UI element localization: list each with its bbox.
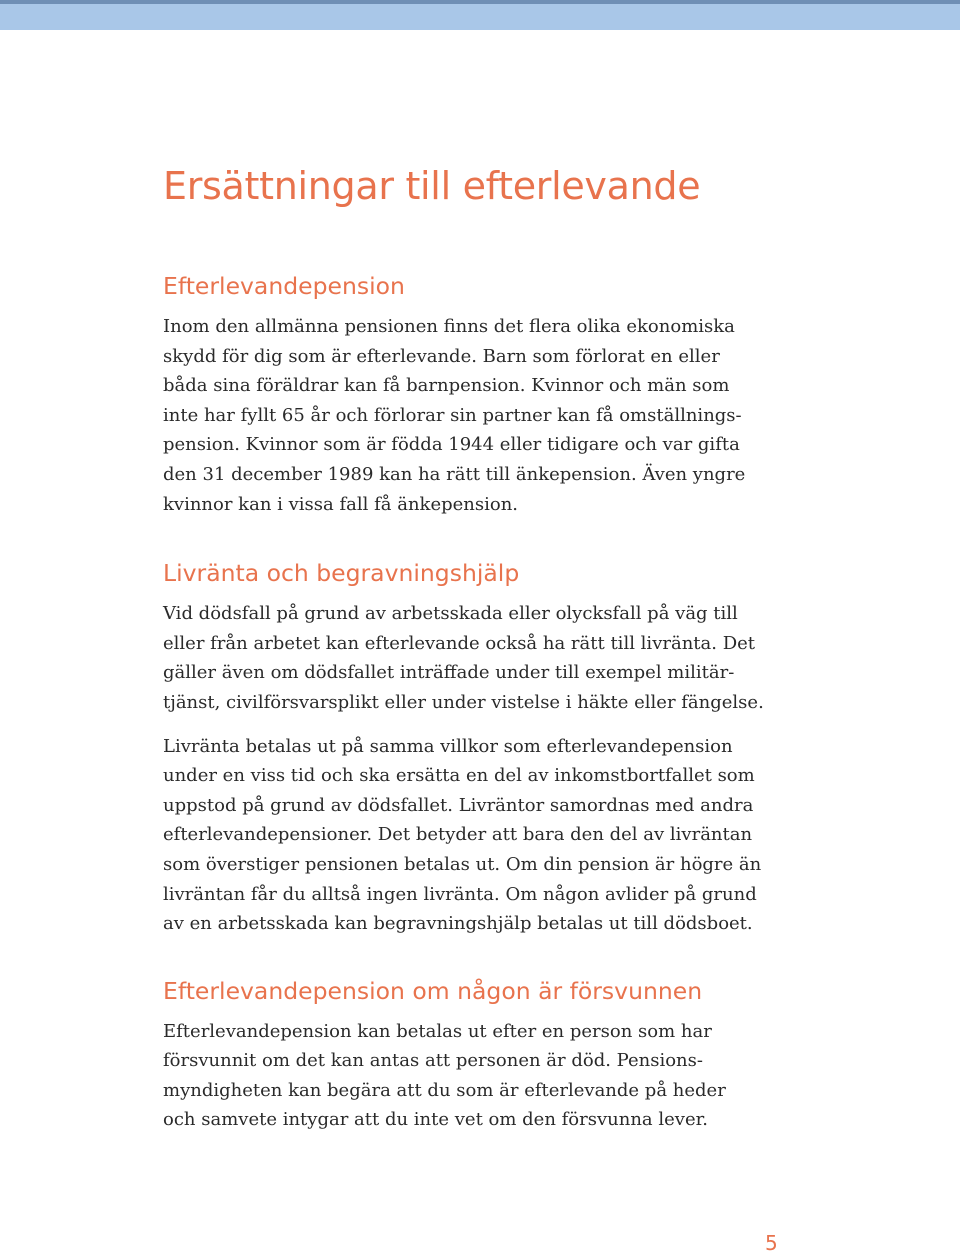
section-livranta [163, 557, 803, 939]
page-title: Ersättningar till efterlevande [163, 164, 701, 208]
section-heading: Efterlevandepension [163, 272, 405, 300]
paragraph: Inom den allmänna pensionen finns det flera olika ekonomiska skydd för dig som är efterlevande. Barn som förlorat en eller båda sina föräldrar kan få barnpension. Kvinnor och män som inte har fyllt 65 år och förlorar sin partner kan få omställnings- pension. Kvinnor som är födda 1944 eller tidigare och var gifta den 31 december 1989 kan ha rätt till änkepension. Även yngre kvinnor kan i vissa fall få änkepension. [163, 316, 746, 515]
paragraph: Vid dödsfall på grund av arbetsskada eller olycksfall på väg till eller från arbetet kan efterlevande också ha rätt till livränta. Det gäller även om dödsfallet inträffade under till exempel militär- tjänst, civilförsvarsplikt eller under vistelse i häkte eller fängelse. [163, 603, 764, 713]
paragraph: Efterlevandepension kan betalas ut efter en person som har försvunnit om det kan antas att personen är död. Pensions- myndigheten kan begära att du som är efterlevande på heder och samvete intygar att du inte vet om den försvunna lever. [163, 1020, 726, 1131]
section-efterlevandepension [163, 270, 803, 519]
paragraph: Livränta betalas ut på samma villkor som efterlevandepension under en viss tid och ska ersätta en del av inkomstbortfallet som uppstod på grund av dödsfallet. Livräntor samordnas med andra efterlevandepensioner. Det betyder att bara den del av livräntan som överstiger pensionen betalas ut. Om din pension är högre än livräntan får du alltså ingen livränta. Om någon avlider på grund av en arbetsskada kan begravningshjälp betalas ut till dödsboet. [163, 735, 762, 935]
top-color-band [0, 0, 960, 30]
section-heading: Livränta och begravningshjälp [163, 559, 520, 588]
document-body [163, 160, 803, 1135]
section-heading: Efterlevandepension om någon är försvunnen [163, 976, 703, 1005]
section-forsvunnen [163, 975, 803, 1135]
page-number: 5 [765, 1231, 778, 1255]
